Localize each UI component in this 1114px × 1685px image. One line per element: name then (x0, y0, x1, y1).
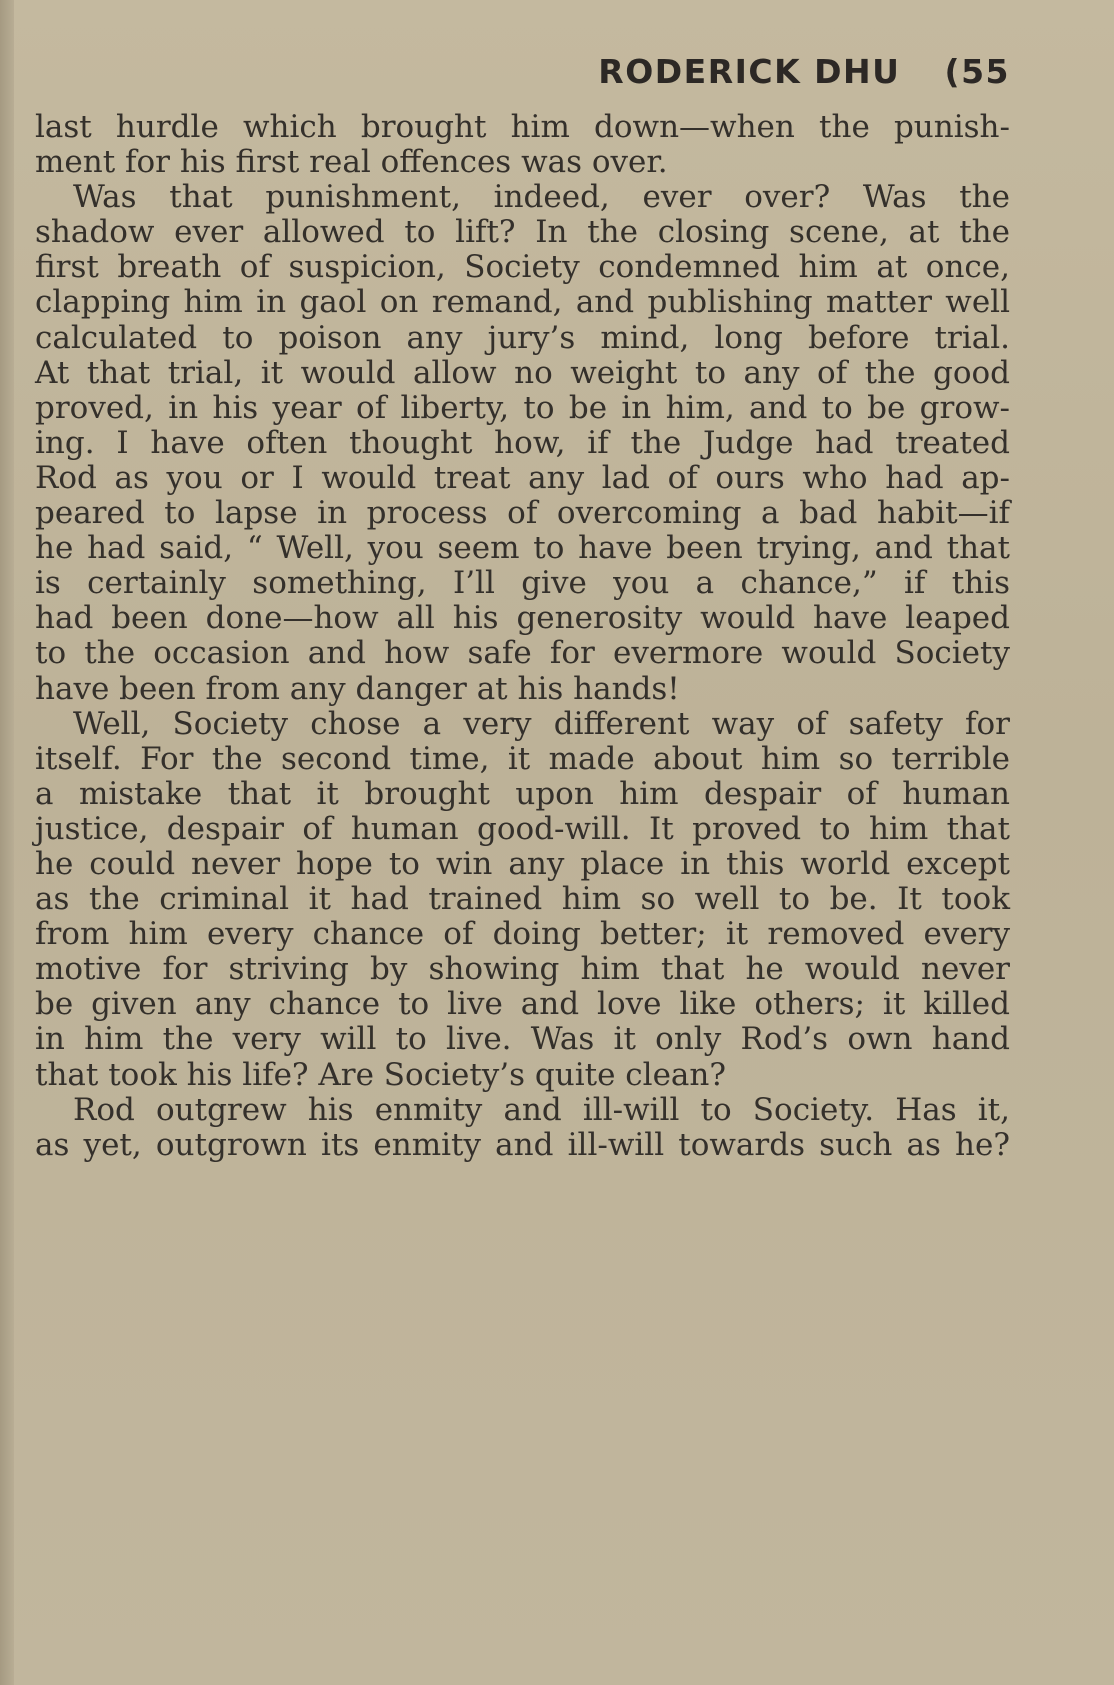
text-line: Rod outgrew his enmity and ill-will to Society. Has it, (73, 1091, 1010, 1128)
text-line: have been from any danger at his hands! (35, 670, 680, 707)
page-number: (55 (944, 52, 1010, 91)
text-line: be given any chance to live and love like others; it killed (35, 986, 1010, 1023)
text-line: he had said, “ Well, you seem to have been trying, and that (35, 530, 1010, 567)
text-line: shadow ever allowed to lift? In the closing scene, at the (35, 214, 1010, 251)
text-line: from him every chance of doing better; it removed every (35, 916, 1010, 953)
text-line: that took his life? Are Society’s quite clean? (35, 1056, 726, 1093)
text-line: At that trial, it would allow no weight to any of the good (35, 354, 1010, 391)
text-line: as yet, outgrown its enmity and ill-will towards such as he? (35, 1126, 1010, 1163)
text-line: last hurdle which brought him down—when the punish- (35, 109, 1010, 145)
text-line: calculated to poison any jury’s mind, long before trial. (35, 319, 1010, 356)
text-line: as the criminal it had trained him so well to be. It took (35, 881, 1010, 918)
text-line: Rod as you or I would treat any lad of ours who had ap- (35, 459, 1010, 496)
text-line: Well, Society chose a very different way of safety for (73, 705, 1010, 742)
text-line: first breath of suspicion, Society condemned him at once, (35, 249, 1010, 286)
text-line: ment for his first real offences was over. (35, 144, 668, 181)
text-line: in him the very will to live. Was it only Rod’s own hand (35, 1021, 1010, 1058)
text-line: itself. For the second time, it made about him so terrible (35, 740, 1010, 777)
text-line: is certainly something, I’ll give you a chance,” if this (35, 565, 1010, 602)
text-line: motive for striving by showing him that he would never (35, 951, 1010, 988)
text-line: a mistake that it brought upon him despair of human (35, 775, 1010, 812)
text-line: he could never hope to win any place in this world except (35, 845, 1010, 882)
running-title: RODERICK DHU (598, 52, 901, 91)
running-header (598, 52, 1010, 91)
text-line: ing. I have often thought how, if the Judge had treated (35, 424, 1010, 461)
text-line: Was that punishment, indeed, ever over? Was the (73, 179, 1010, 216)
text-line: had been done—how all his generosity would have leaped (35, 600, 1010, 637)
body-text (35, 110, 1010, 1163)
text-line: peared to lapse in process of overcoming a bad habit—if (35, 495, 1010, 532)
text-line: to the occasion and how safe for evermore would Society (35, 635, 1010, 672)
text-line: clapping him in gaol on remand, and publishing matter well (35, 284, 1010, 321)
page-gutter (0, 0, 14, 1685)
text-line: justice, despair of human good-will. It proved to him that (35, 810, 1010, 847)
text-line: proved, in his year of liberty, to be in him, and to be grow- (35, 389, 1010, 426)
